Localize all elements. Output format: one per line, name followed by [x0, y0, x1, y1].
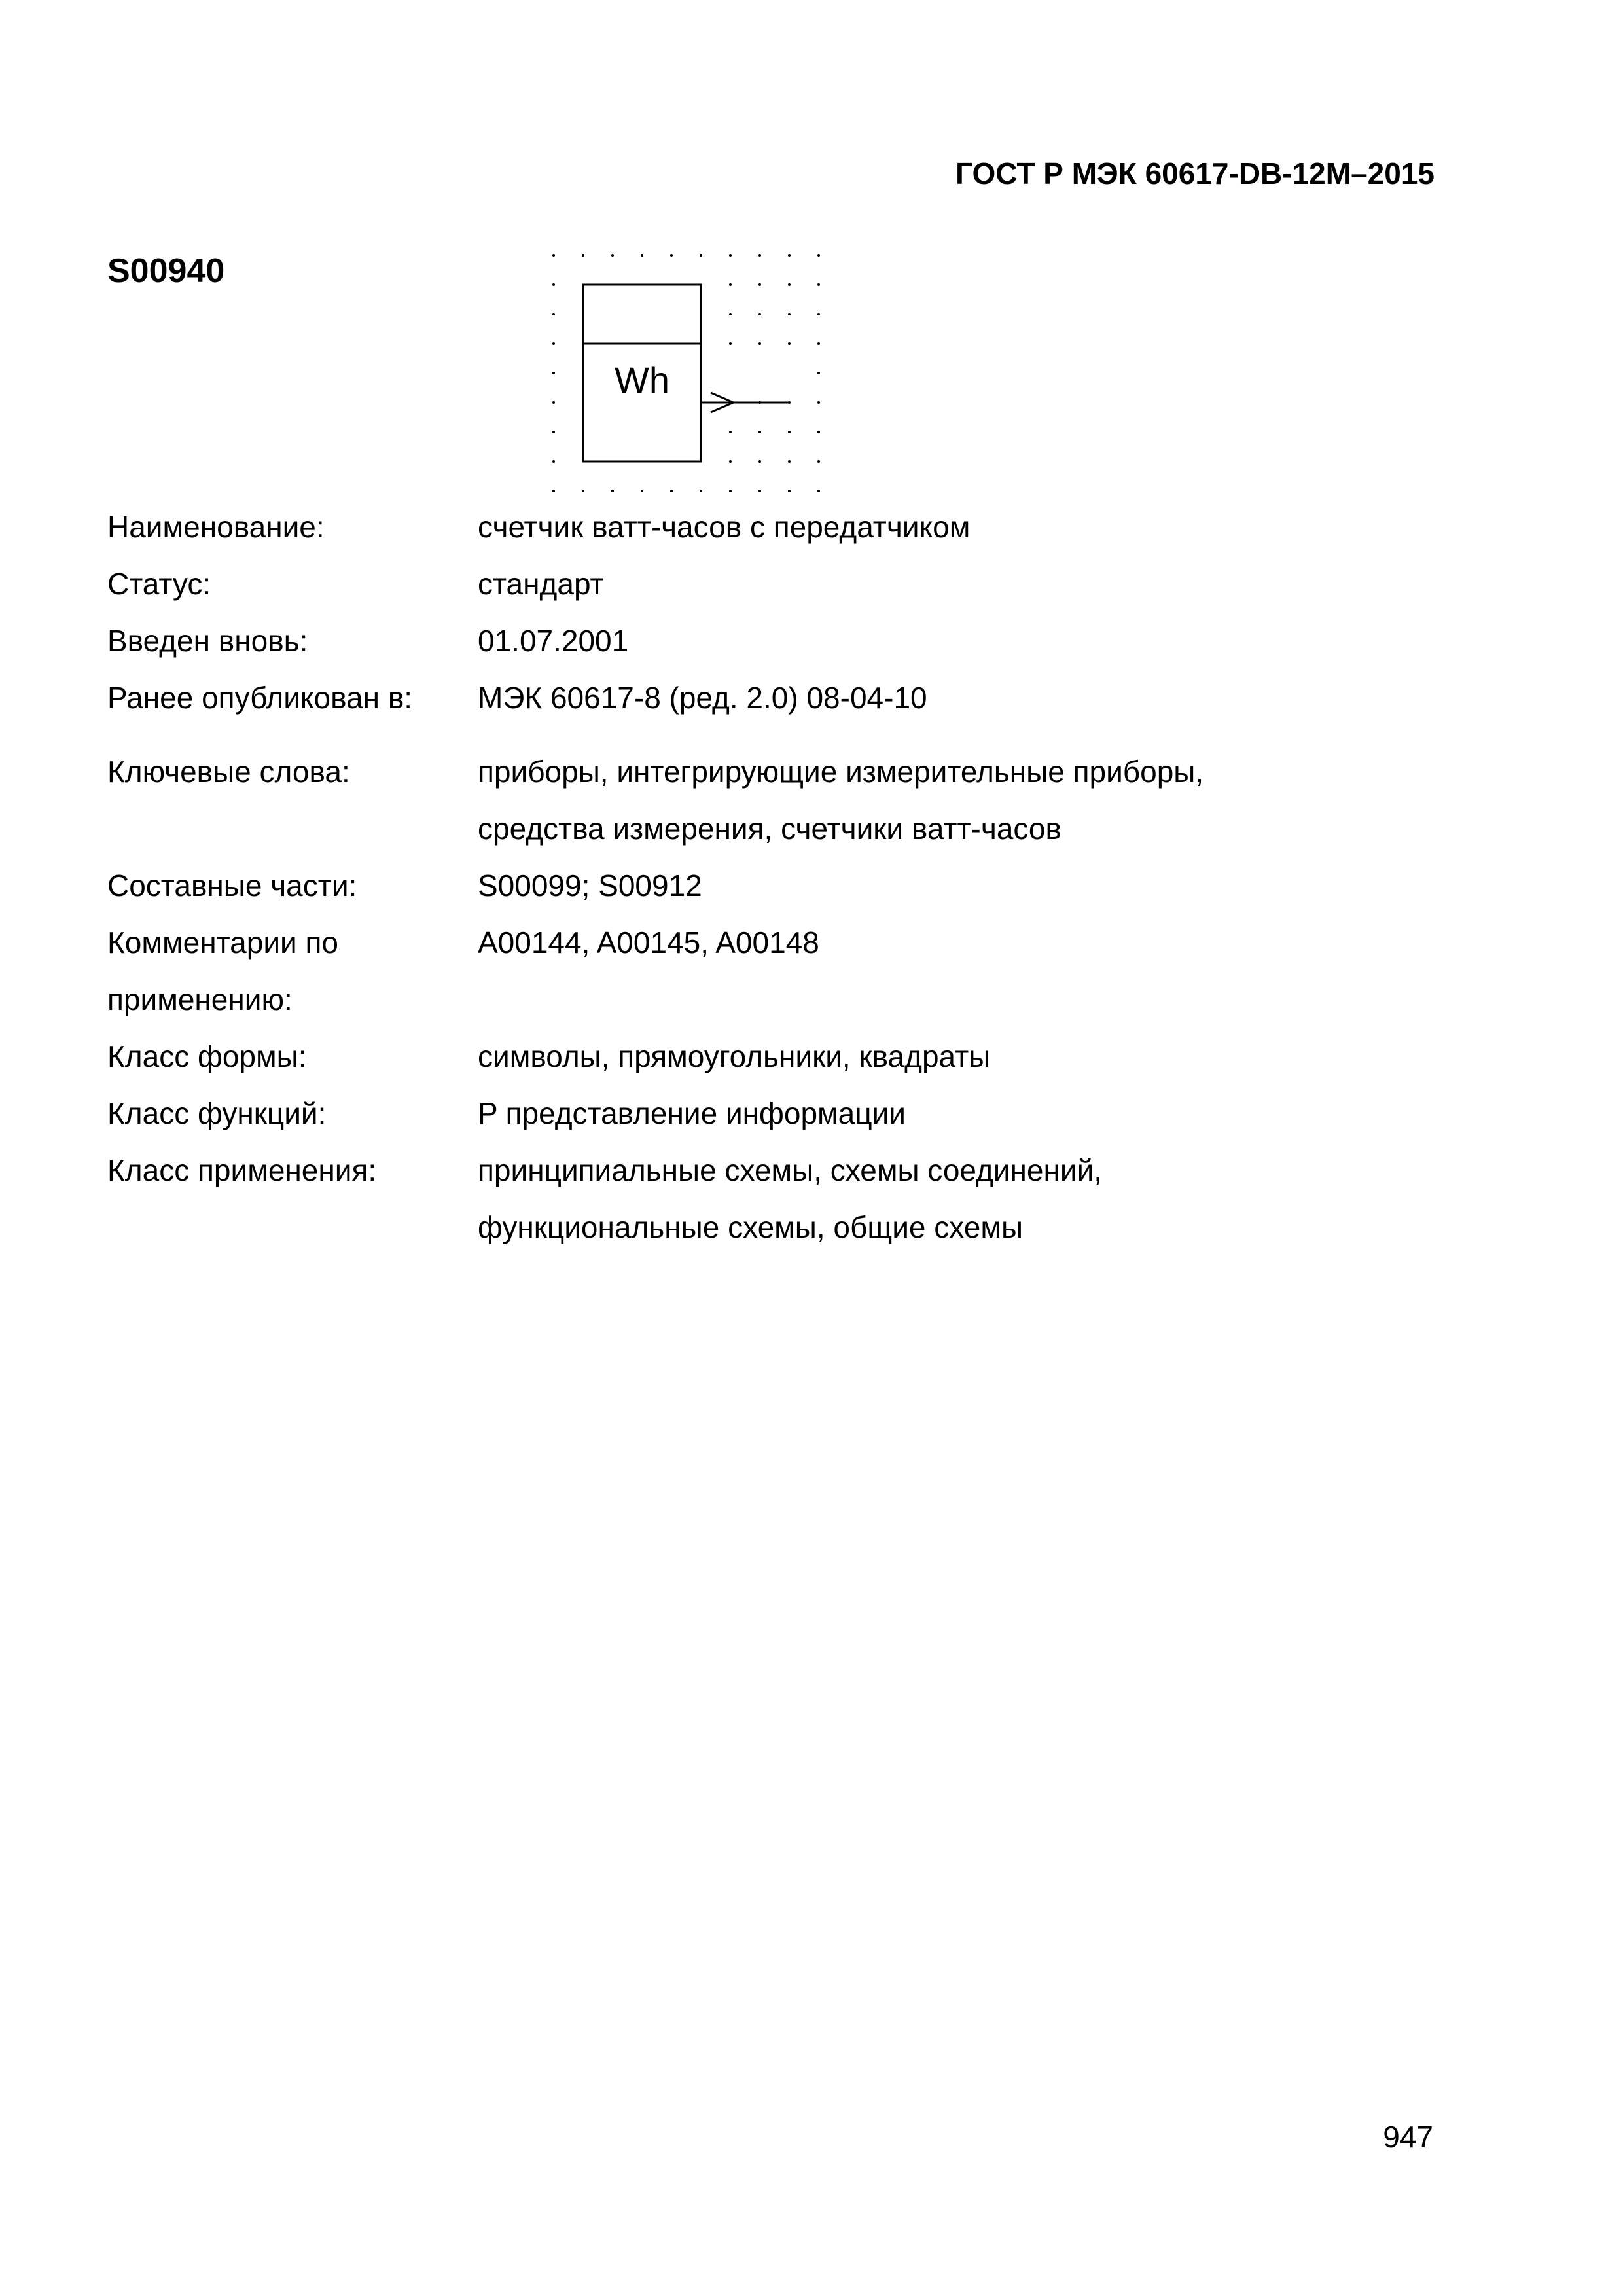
property-value-line: МЭК 60617-8 (ред. 2.0) 08-04-10: [478, 681, 927, 715]
property-row-application-notes: [107, 914, 1449, 1028]
property-label-line: Комментарии по: [107, 925, 338, 960]
document-standard-header: ГОСТ Р МЭК 60617-DB-12M–2015: [955, 156, 1435, 190]
property-value-line: A00144, A00145, A00148: [478, 925, 819, 960]
property-value-line: стандарт: [478, 567, 604, 601]
property-row-name: [107, 499, 1449, 556]
property-value-line: средства измерения, счетчики ватт-часов: [478, 812, 1061, 846]
property-label-shape-class: Класс формы:: [107, 1039, 307, 1073]
property-value-application-notes: [478, 914, 1449, 1028]
meter-label: Wh: [615, 359, 669, 401]
dot-grid: [552, 254, 820, 492]
property-value-line: 01.07.2001: [478, 624, 629, 658]
property-row-application-class: [107, 1142, 1449, 1256]
property-value-line: функциональные схемы, общие схемы: [478, 1210, 1024, 1244]
symbol-figure: [547, 249, 829, 497]
property-value-line: P представление информации: [478, 1096, 906, 1130]
property-value-application-class: [478, 1142, 1449, 1256]
property-value-line: символы, прямоугольники, квадраты: [478, 1039, 991, 1073]
property-label-function-class: Класс функций:: [107, 1096, 327, 1130]
property-label-previously-published: Ранее опубликован в:: [107, 681, 413, 715]
property-label-name: Наименование:: [107, 510, 325, 544]
property-label-components: Составные части:: [107, 869, 357, 903]
property-row-status: [107, 556, 1449, 613]
property-row-shape-class: [107, 1028, 1449, 1085]
property-value-introduced: [478, 613, 1449, 670]
property-value-shape-class: [478, 1028, 1449, 1085]
property-value-line: принципиальные схемы, схемы соединений,: [478, 1153, 1103, 1187]
property-value-keywords: [478, 744, 1449, 857]
property-row-components: [107, 857, 1449, 914]
symbol-id: S00940: [107, 252, 225, 290]
property-value-name: [478, 499, 1449, 556]
property-row-previously-published: [107, 670, 1449, 726]
property-label-line: применению:: [107, 982, 293, 1016]
property-label-keywords: Ключевые слова:: [107, 755, 350, 789]
property-label-application-class: Класс применения:: [107, 1153, 377, 1187]
property-row-introduced: [107, 613, 1449, 670]
page-number: 947: [1383, 2120, 1433, 2154]
property-value-line: приборы, интегрирующие измерительные приборы,: [478, 755, 1204, 789]
property-row-function-class: [107, 1085, 1449, 1142]
property-value-line: S00099; S00912: [478, 869, 702, 903]
property-value-status: [478, 556, 1449, 613]
property-value-line: счетчик ватт-часов с передатчиком: [478, 510, 971, 544]
property-label-status: Статус:: [107, 567, 211, 601]
property-label-introduced: Введен вновь:: [107, 624, 308, 658]
property-value-function-class: [478, 1085, 1449, 1142]
property-value-components: [478, 857, 1449, 914]
property-row-keywords: [107, 744, 1449, 857]
property-label-application-notes: [107, 914, 478, 1028]
property-value-previously-published: [478, 670, 1449, 726]
properties-list: [107, 499, 1449, 1256]
